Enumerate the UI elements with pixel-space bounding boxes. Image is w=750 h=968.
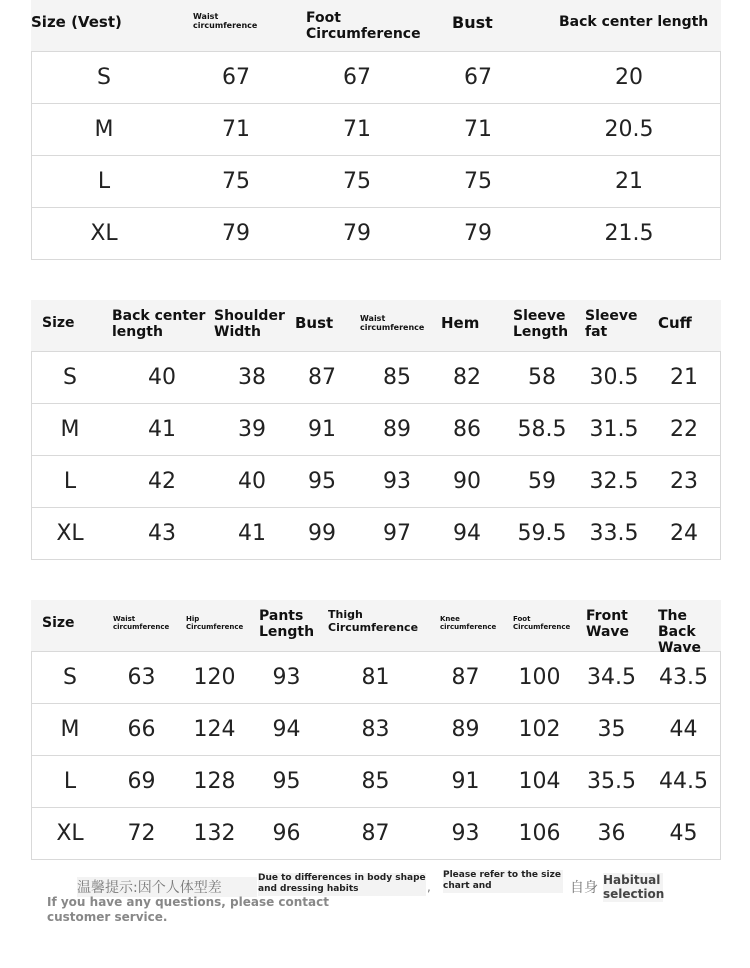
table-cell: 59 (528, 469, 556, 494)
header-waist: Waist circumference (193, 12, 258, 31)
header-foot: Foot Circumference (513, 615, 571, 632)
table-cell: 58.5 (517, 417, 567, 442)
table-cell: 41 (148, 417, 176, 442)
note-en-c: Habitual selection (603, 873, 665, 902)
table-cell: 31.5 (589, 417, 639, 442)
table-cell: 23 (670, 469, 698, 494)
table-cell: 82 (453, 365, 481, 390)
table-row (32, 652, 720, 704)
table-cell: 72 (127, 821, 156, 846)
header-size-vest: Size (Vest) (31, 13, 122, 31)
cell-size: L (97, 169, 111, 194)
table-row (32, 756, 720, 808)
table-cell: 100 (518, 665, 561, 690)
table-row (32, 352, 720, 404)
table-row (32, 404, 720, 456)
table-cell: 63 (127, 665, 156, 690)
table-cell: 95 (272, 769, 301, 794)
table-cell: 93 (451, 821, 480, 846)
cell-foot: 75 (343, 169, 371, 194)
table-header (31, 300, 721, 351)
table-cell: 43 (148, 521, 176, 546)
table-header (31, 0, 721, 51)
table-cell: 44.5 (659, 769, 708, 794)
header-hem: Hem (441, 314, 480, 332)
table-cell: 45 (669, 821, 698, 846)
header-bust: Bust (295, 314, 334, 332)
cell-waist: 79 (222, 221, 250, 246)
cell-back-center: 20 (615, 65, 643, 90)
cell-bust: 75 (464, 169, 492, 194)
pants-size-table (31, 600, 721, 860)
table-cell: 87 (308, 365, 336, 390)
header-sleeve-length: Sleeve Length (513, 308, 569, 341)
header-front-wave: Front Wave (586, 608, 630, 641)
table-cell: 97 (383, 521, 411, 546)
table-cell: 89 (383, 417, 411, 442)
header-size: Size (42, 315, 75, 331)
table-cell: 33.5 (589, 521, 639, 546)
note-en-b: Please refer to the size chart and (443, 870, 563, 893)
table-row (32, 52, 720, 104)
table-cell: 40 (148, 365, 176, 390)
table-row (32, 456, 720, 508)
table-cell: 59.5 (517, 521, 567, 546)
header-knee: Knee circumference (440, 615, 497, 632)
table-row (32, 704, 720, 756)
header-back-center: Back center length (112, 308, 206, 341)
header-cuff: Cuff (658, 314, 692, 332)
cell-size: S (97, 65, 111, 90)
table-cell: 85 (361, 769, 390, 794)
table-cell: 34.5 (587, 665, 636, 690)
table-row (32, 508, 720, 560)
table-row (32, 104, 720, 156)
table-cell: 93 (272, 665, 301, 690)
header-back-center: Back center length (559, 14, 709, 30)
table-cell: 35.5 (587, 769, 636, 794)
cell-waist: 75 (222, 169, 250, 194)
cell-size: XL (90, 221, 118, 246)
table-cell: 94 (272, 717, 301, 742)
table-cell: 38 (238, 365, 266, 390)
table-cell: 91 (451, 769, 480, 794)
cell-back-center: 21.5 (604, 221, 654, 246)
table-cell: 40 (238, 469, 266, 494)
table-body (31, 351, 721, 560)
table-cell: 85 (383, 365, 411, 390)
cell-bust: 71 (464, 117, 492, 142)
table-cell: 81 (361, 665, 390, 690)
table-cell: 22 (670, 417, 698, 442)
table-cell: 30.5 (589, 365, 639, 390)
table-cell: 36 (597, 821, 626, 846)
header-waist: Waist circumference (113, 615, 170, 632)
table-cell: 66 (127, 717, 156, 742)
table-cell: L (63, 469, 77, 494)
table-cell: 96 (272, 821, 301, 846)
table-cell: 102 (518, 717, 561, 742)
header-pants-length: Pants Length (259, 608, 315, 641)
header-foot: Foot Circumference (306, 10, 421, 43)
table-row (32, 808, 720, 860)
cell-bust: 79 (464, 221, 492, 246)
note-comma: , (427, 880, 431, 894)
header-bust: Bust (452, 13, 493, 32)
table-cell: XL (56, 821, 84, 846)
table-cell: 86 (453, 417, 481, 442)
cell-bust: 67 (464, 65, 492, 90)
table-cell: 58 (528, 365, 556, 390)
table-cell: 128 (193, 769, 236, 794)
table-cell: 44 (669, 717, 698, 742)
header-waist: Waist circumference (360, 314, 425, 333)
table-cell: 69 (127, 769, 156, 794)
cell-waist: 67 (222, 65, 250, 90)
cell-back-center: 20.5 (604, 117, 654, 142)
header-back-wave: The Back Wave (658, 608, 702, 657)
table-cell: 132 (193, 821, 236, 846)
note-contact: If you have any questions, please contact customer service. (47, 895, 329, 924)
note-cn-prefix: 温馨提示:因个人体型差 (77, 877, 257, 897)
table-cell: 39 (238, 417, 266, 442)
table-cell: 99 (308, 521, 336, 546)
table-cell: M (60, 417, 80, 442)
table-cell: 42 (148, 469, 176, 494)
table-cell: 93 (383, 469, 411, 494)
table-cell: 120 (193, 665, 236, 690)
cell-foot: 71 (343, 117, 371, 142)
header-sleeve-fat: Sleeve fat (585, 308, 638, 341)
cell-foot: 79 (343, 221, 371, 246)
table-cell: 104 (518, 769, 561, 794)
table-cell: 35 (597, 717, 626, 742)
table-header (31, 600, 721, 657)
table-cell: 24 (670, 521, 698, 546)
table-row (32, 156, 720, 208)
note-cn-mid: 自身 (570, 880, 598, 896)
table-cell: 91 (308, 417, 336, 442)
table-cell: 87 (451, 665, 480, 690)
header-hip: Hip Circumference (186, 615, 244, 632)
cell-foot: 67 (343, 65, 371, 90)
header-shoulder: Shoulder Width (214, 308, 285, 341)
cell-size: M (94, 117, 114, 142)
table-cell: 32.5 (589, 469, 639, 494)
table-cell: 89 (451, 717, 480, 742)
table-cell: 90 (453, 469, 481, 494)
table-cell: S (63, 365, 77, 390)
cell-back-center: 21 (615, 169, 643, 194)
table-cell: 124 (193, 717, 236, 742)
table-cell: 106 (518, 821, 561, 846)
header-size: Size (42, 615, 75, 631)
cell-waist: 71 (222, 117, 250, 142)
table-row (32, 208, 720, 260)
table-cell: 21 (670, 365, 698, 390)
table-cell: M (60, 717, 80, 742)
table-cell: 87 (361, 821, 390, 846)
table-cell: 83 (361, 717, 390, 742)
table-body (31, 51, 721, 260)
table-cell: XL (56, 521, 84, 546)
table-cell: 95 (308, 469, 336, 494)
table-cell: 43.5 (659, 665, 708, 690)
note-en-a: Due to differences in body shape and dressing habits (258, 873, 426, 895)
table-body (31, 651, 721, 860)
top-size-table (31, 300, 721, 560)
header-thigh: Thigh Circumference (328, 608, 419, 634)
table-cell: S (63, 665, 77, 690)
table-cell: 41 (238, 521, 266, 546)
table-cell: L (63, 769, 77, 794)
table-cell: 94 (453, 521, 481, 546)
vest-size-table (31, 0, 721, 260)
